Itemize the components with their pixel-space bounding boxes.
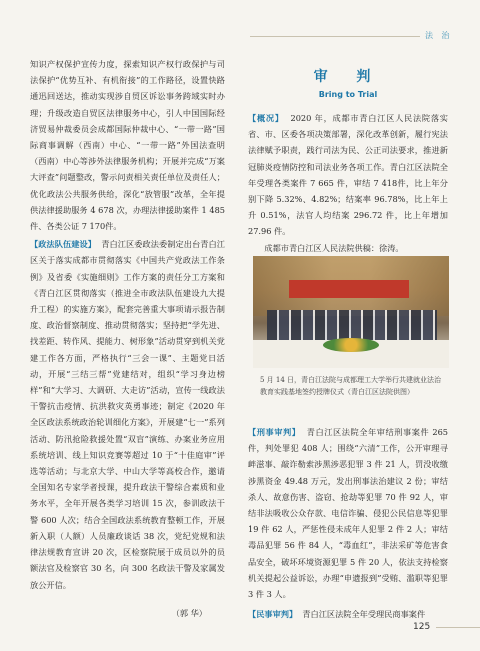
page-number: 125 xyxy=(413,622,431,632)
left-paragraph-1: 知识产权保护宣传力度，探索知识产权行政保护与司法保护“优势互补、有机衔接”的工作路径，设置快路通迅回送达，推动实现涉自贸区诉讼事务跨域实时办理；升级改造自贸区法律服务中心，引人中国国际经济贸易仲裁委员会成都国际仲裁中心、“一带一路”国际商事调解（西南）中心、“一带一路”外国法查明（西南）中心等涉外法律服务机构；开展并完成“万案大评查”问题整改，警示问责相关责任单位及责任人；优化政法公共服务供给，深化“放管服”改革，全年提供法律援助服务 4 678 次，办理法律援助案件 1 485 件、各类公证 7 170件。 xyxy=(30,59,225,232)
section-title: 审 判 xyxy=(313,69,383,85)
team-building-label: 【政法队伍建设】 xyxy=(30,239,96,250)
red-banner xyxy=(289,280,409,298)
section-heading xyxy=(248,66,448,99)
right-column xyxy=(248,110,448,256)
criminal-trial-label: 【刑事审判】 xyxy=(248,427,301,437)
flower-arrangement xyxy=(323,338,379,352)
page-header xyxy=(0,30,480,44)
civil-trial-label: 【民事审判】 xyxy=(248,609,298,620)
overview-text: 2020 年，成都市青白江区人民法院落实省、市、区委各项决策部署，深化改革创新，履行宪法法律赋予职责，践行司法为民、公正司法要求，推进新冠肺炎疫情防控和司法业务各项工作。青白江区法院全年受理各类案件 7 665 件，审结 7 418件，比上年分别下降 5.32%、4.82%；结案率 96.78%，比上年上升 0.51%，法官人均结案 296.72 件，比上年增加 27.96 件。 xyxy=(248,113,448,237)
author-signature: （郭 华） xyxy=(171,607,207,618)
footer-rule xyxy=(436,627,480,628)
civil-trial-paragraph xyxy=(248,606,448,622)
signing-ceremony-photo xyxy=(253,256,449,368)
section-tag: 法 治 xyxy=(425,31,453,40)
criminal-trial-paragraph xyxy=(248,424,448,602)
photo-caption: 5 月 14 日，青白江法院与成都理工大学举行共建就业法治教育实践基地签约授牌仪式（青白江区法院供图） xyxy=(260,376,442,396)
overview-paragraph xyxy=(248,110,448,240)
criminal-trial-text: 青白江区法院全年审结刑事案件 265 件，判处罪犯 408 人；围绕“六清”工作，公开审理寻衅滋事、敲诈勒索涉黑涉恶犯罪 3 件 21 人，罚没收缴涉黑资金 49.48 万元，发出刑事法治建议 2 份；审结杀人、故意伤害、盗窃、抢劫等犯罪 70 件 92 人，审结非法吸收公众存款、电信诈骗、侵犯公民信息等犯罪 19 件 62 人，严惩性侵未成年人犯罪 2 件 2 人；审结毒品犯罪 56 件 84 人，“毒血红”，非法采矿等危害食品安全，破坏环境资源犯罪 5 件 20 人，依法支持检察机关提起公益诉讼，办理“申遗报到”受贿、滥职等犯罪 3 件 3 人。 xyxy=(248,427,448,600)
overview-label: 【概况】 xyxy=(248,113,284,123)
section-title-en: Bring to Trial xyxy=(318,90,378,99)
team-building-paragraph xyxy=(30,236,225,592)
header-rule xyxy=(250,36,420,37)
right-column-lower xyxy=(248,424,448,622)
civil-trial-text: 青白江区法院全年受理民商事案件 xyxy=(302,609,426,620)
overview-signature: 成都市青白江区人民法院供稿：徐涛。 xyxy=(264,242,404,253)
left-column xyxy=(30,56,225,621)
team-building-text: 青白江区委政法委制定出台青白江区关于落实成都市贯彻落实《中国共产党政法工作条例》及省委《实施细则》工作方案的责任分工方案和《青白江区贯彻落实（推进全市政法队伍建设九大提升工程）的实施方案》，配套完善重大事项请示报告制度、政治督察制度、推动贯彻落实；坚持把“学先进、找差距、转作风、提能力、树形象”活动贯穿到机关党建工作各方面，严格执行“三会一课”、主题党日活动，开展“三结三帮”党建结对，组织“学习身边榜样”和“大学习、大调研、大走访”活动，宣传一线政法干警抗击疫情、抗洪救灾英勇事迹；制定《2020 年全区政法系统政治轮训细化方案》，开展建“七一”系列活动、防汛抢险救援处置“双盲”演练、办案业务应用系统培训、线上知识竞赛等超过 10 于“十佳庭审”评选等活动；与北京大学、中山大学等高校合作，邀请全国知名专家学者授课，提升政法干警综合素质和业务水平，全年开展各类学习培训 15 次，参训政法干警 600 人次；结合全国政法系统教育整顿工作，开展新入职（人额）人员廉政谈话 38 次，党纪党规和法律法规教育宣讲 20 次，区检察院展于成员以外的员额法官及检察官 30 名，向 300 名政法干警及家属发放公开信。 xyxy=(30,239,225,590)
